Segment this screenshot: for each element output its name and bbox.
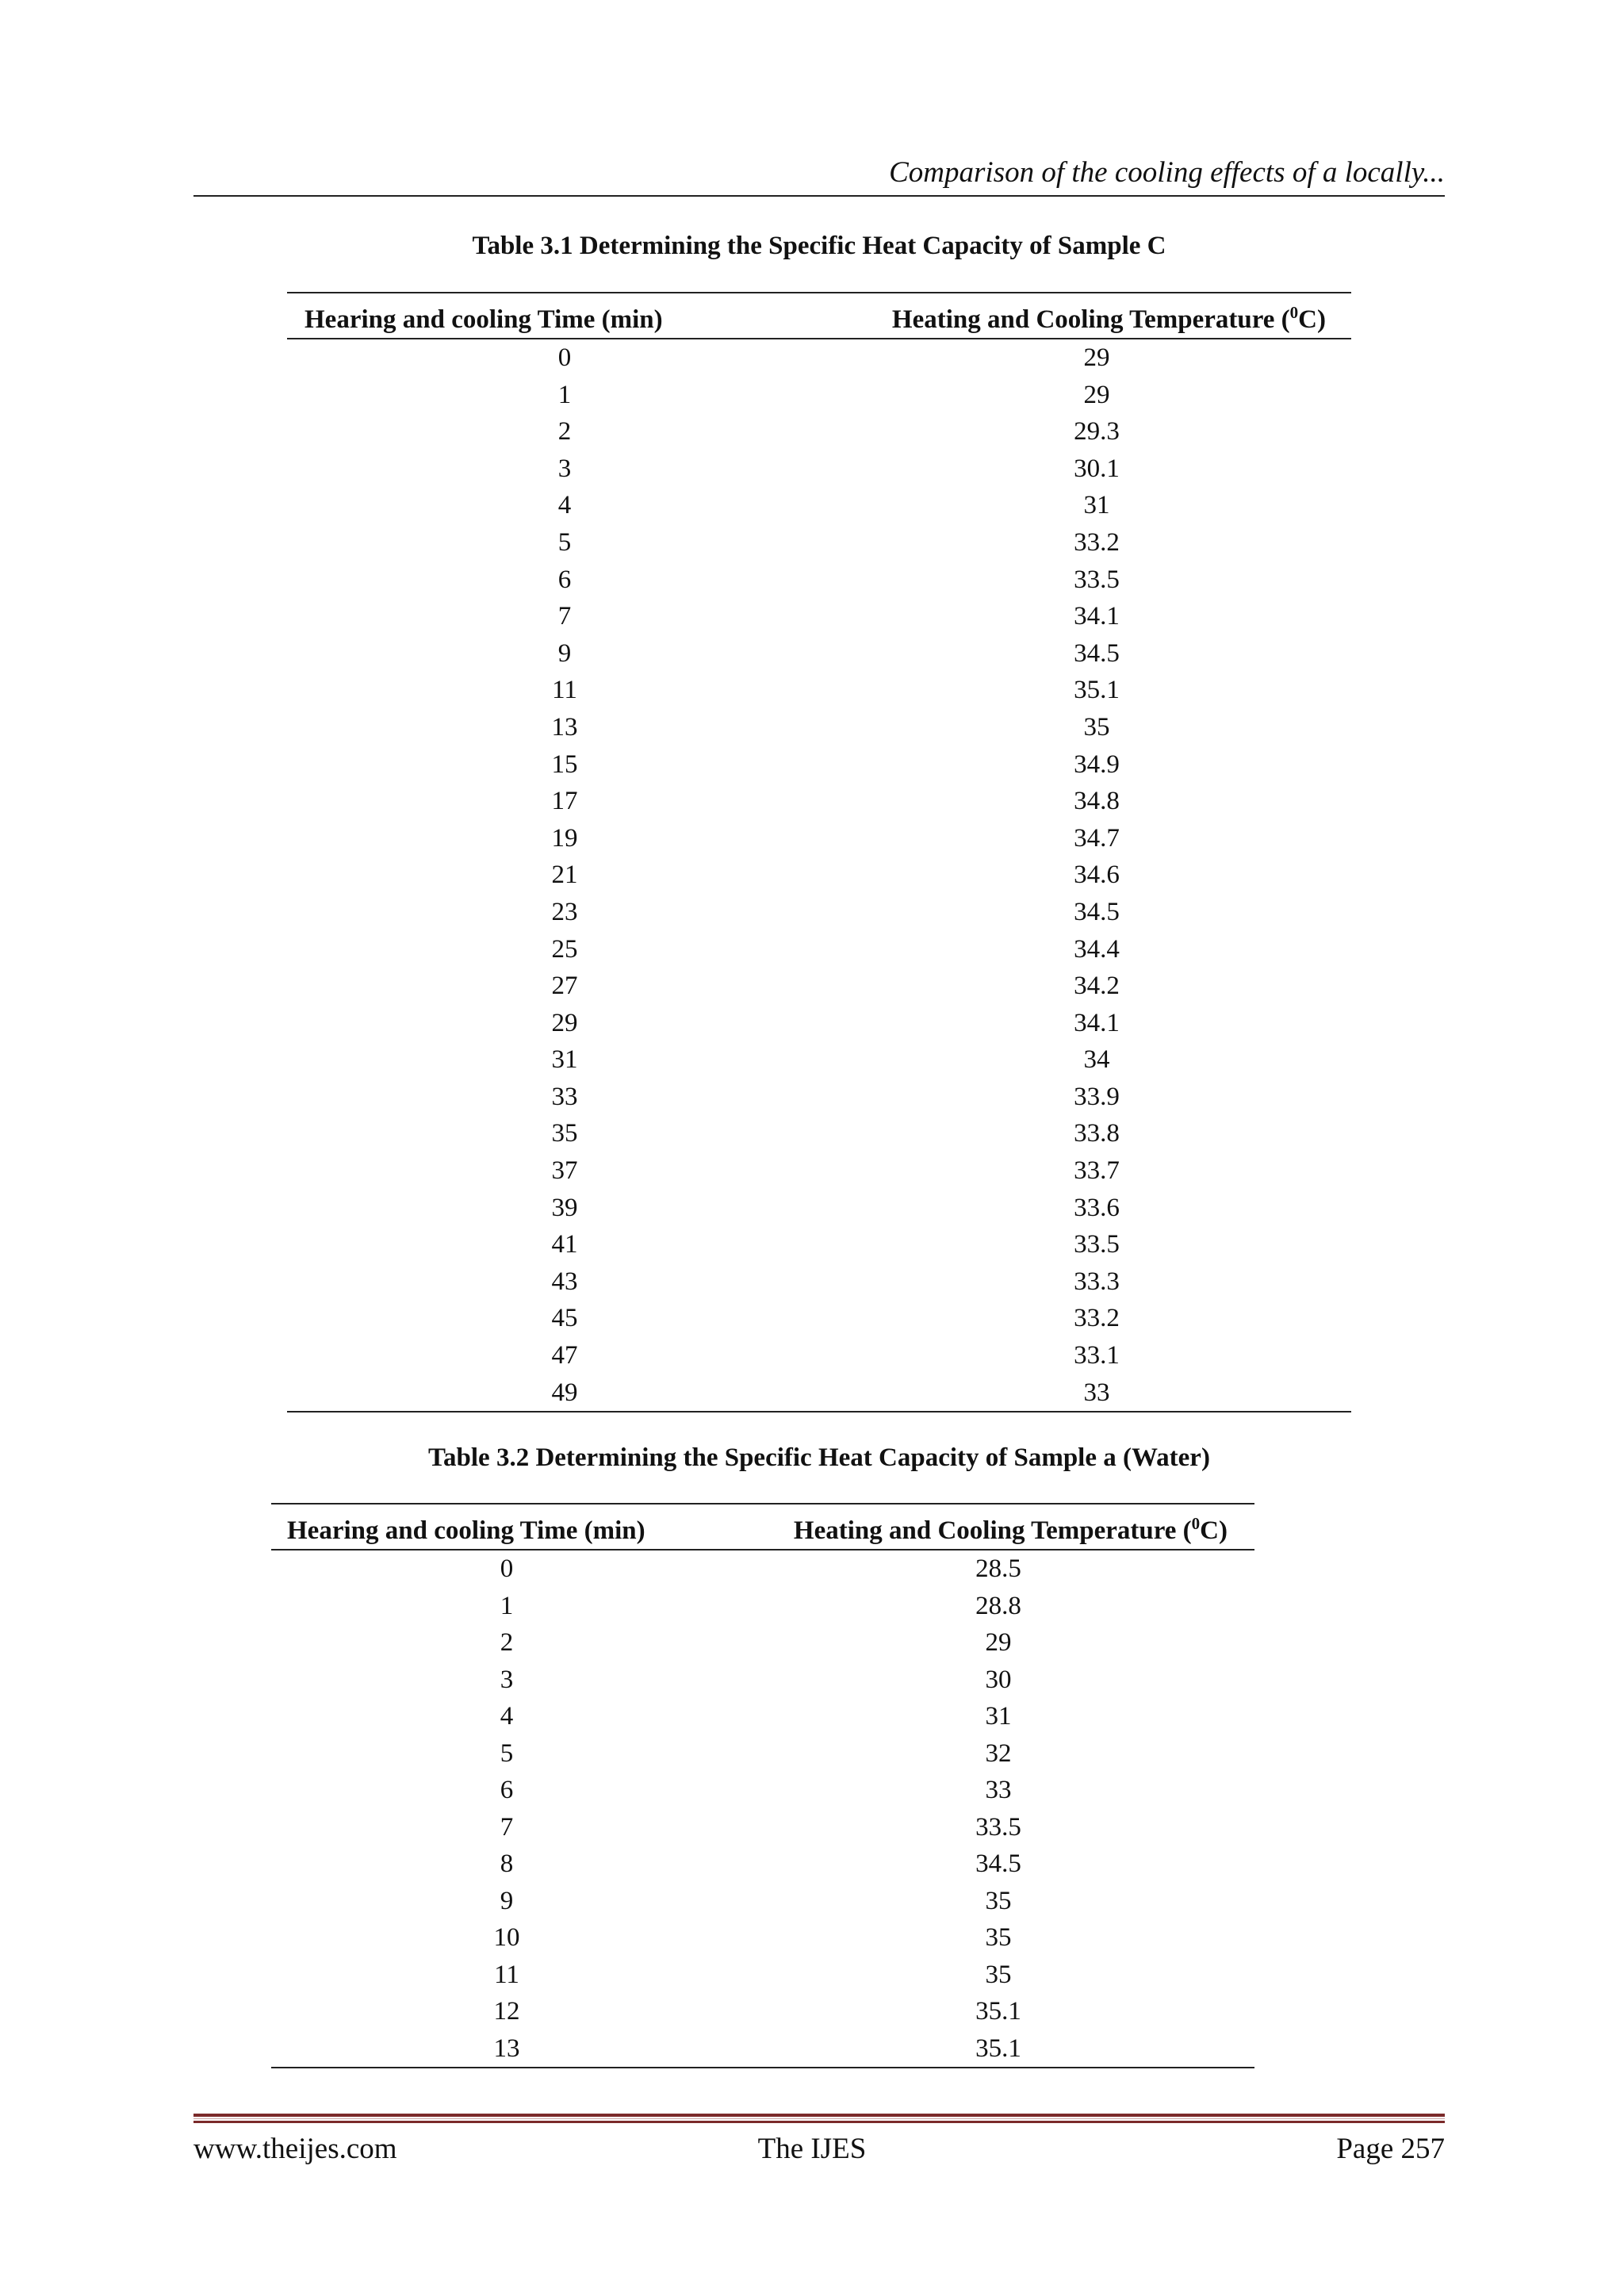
time-cell: 23 xyxy=(551,897,578,926)
table-row xyxy=(271,1735,1254,1773)
time-cell: 8 xyxy=(500,1849,514,1878)
footer-website: www.theijes.com xyxy=(193,2133,397,2165)
temperature-cell: 35 xyxy=(985,1923,1012,1952)
table-row xyxy=(287,339,1351,377)
time-cell: 5 xyxy=(500,1738,514,1768)
temperature-cell: 33.1 xyxy=(1074,1341,1120,1370)
time-cell: 29 xyxy=(551,1008,578,1037)
table-row xyxy=(287,968,1351,1005)
table-row xyxy=(287,931,1351,968)
table-row xyxy=(287,746,1351,784)
table-row xyxy=(271,1957,1254,1994)
running-title: Comparison of the cooling effects of a locally... xyxy=(889,156,1445,189)
table-header-row xyxy=(287,293,1351,339)
table-row xyxy=(287,857,1351,894)
temperature-cell: 33.9 xyxy=(1074,1082,1120,1111)
time-cell: 17 xyxy=(551,787,578,816)
table-row xyxy=(287,598,1351,635)
time-cell: 6 xyxy=(557,565,572,594)
table-row xyxy=(271,1588,1254,1625)
table-3-1 xyxy=(287,292,1351,1412)
time-cell: 13 xyxy=(551,712,578,742)
temperature-column-header: Heating and Cooling Temperature ($^0$C) xyxy=(842,293,1351,339)
time-cell: 7 xyxy=(500,1812,514,1842)
temperature-cell: 29 xyxy=(1083,380,1110,409)
time-column-header: Hearing and cooling Time (min) xyxy=(287,293,842,339)
temperature-cell: 32 xyxy=(985,1738,1012,1768)
table-3-2-body xyxy=(271,1550,1254,2068)
table-row xyxy=(287,1226,1351,1263)
temperature-cell: 34.7 xyxy=(1074,823,1120,853)
temperature-cell: 34.1 xyxy=(1074,1008,1120,1037)
temperature-cell: 33.2 xyxy=(1074,1304,1120,1333)
time-cell: 31 xyxy=(551,1045,578,1075)
time-cell: 41 xyxy=(551,1230,578,1259)
temperature-cell: 34.6 xyxy=(1074,861,1120,890)
table-row xyxy=(271,2030,1254,2068)
temperature-cell: 30.1 xyxy=(1074,454,1120,483)
table-3-1-body xyxy=(287,339,1351,1412)
table-row xyxy=(287,709,1351,746)
time-cell: 11 xyxy=(552,676,577,705)
footer-rule xyxy=(193,2114,1445,2123)
temperature-cell: 35 xyxy=(1083,712,1110,742)
table-row xyxy=(287,1337,1351,1374)
table-row xyxy=(287,1152,1351,1190)
temperature-cell: 29 xyxy=(985,1628,1012,1657)
table-3-2 xyxy=(271,1503,1254,2068)
table-row xyxy=(271,1662,1254,1699)
time-cell: 13 xyxy=(493,2033,520,2063)
time-cell: 9 xyxy=(500,1886,514,1915)
time-cell: 39 xyxy=(551,1193,578,1222)
temperature-cell: 35.1 xyxy=(1074,676,1120,705)
table-3-1-title: Table 3.1 Determining the Specific Heat Capacity of Sample C xyxy=(472,232,1166,260)
temperature-cell: 34.1 xyxy=(1074,602,1120,631)
time-cell: 25 xyxy=(551,934,578,964)
temperature-cell: 34.5 xyxy=(1074,897,1120,926)
table-row xyxy=(287,1041,1351,1079)
temperature-cell: 33.2 xyxy=(1074,527,1120,557)
time-cell: 27 xyxy=(551,972,578,1001)
temperature-cell: 28.8 xyxy=(975,1591,1021,1620)
table-row xyxy=(287,783,1351,820)
time-cell: 45 xyxy=(551,1304,578,1333)
time-cell: 21 xyxy=(551,861,578,890)
temperature-cell: 33.8 xyxy=(1074,1119,1120,1148)
footer-page-number: Page 257 xyxy=(1336,2133,1445,2165)
time-cell: 0 xyxy=(500,1554,514,1583)
temperature-cell: 33.5 xyxy=(1074,565,1120,594)
time-cell: 43 xyxy=(551,1267,578,1296)
time-cell: 12 xyxy=(493,1997,520,2026)
temperature-cell: 33.7 xyxy=(1074,1156,1120,1186)
time-cell: 5 xyxy=(557,527,572,557)
time-cell: 47 xyxy=(551,1341,578,1370)
temperature-cell: 33 xyxy=(1083,1378,1110,1407)
temperature-cell: 31 xyxy=(1083,491,1110,520)
footer-journal: The IJES xyxy=(757,2133,867,2165)
temperature-cell: 35.1 xyxy=(975,2033,1021,2063)
table-row xyxy=(271,1993,1254,2030)
table-row xyxy=(287,450,1351,488)
temperature-cell: 34 xyxy=(1083,1045,1110,1075)
table-row xyxy=(287,1300,1351,1337)
time-cell: 11 xyxy=(494,1960,519,1989)
time-cell: 15 xyxy=(551,749,578,779)
table-row xyxy=(271,1846,1254,1883)
temperature-column-header: Heating and Cooling Temperature ($^0$C) xyxy=(742,1504,1254,1550)
table-row xyxy=(287,1374,1351,1412)
table-row xyxy=(287,524,1351,562)
table-row xyxy=(287,1005,1351,1042)
table-row xyxy=(287,672,1351,709)
running-header xyxy=(193,151,1445,197)
temperature-cell: 33.6 xyxy=(1074,1193,1120,1222)
table-row xyxy=(287,1115,1351,1152)
table-row xyxy=(271,1809,1254,1846)
table-row xyxy=(287,1079,1351,1116)
time-cell: 3 xyxy=(557,454,572,483)
table-row xyxy=(271,1772,1254,1809)
time-cell: 4 xyxy=(557,491,572,520)
table-row xyxy=(271,1550,1254,1588)
table-row xyxy=(271,1698,1254,1735)
temperature-cell: 34.2 xyxy=(1074,972,1120,1001)
temperature-cell: 35 xyxy=(985,1886,1012,1915)
time-cell: 4 xyxy=(500,1702,514,1731)
temperature-cell: 28.5 xyxy=(975,1554,1021,1583)
temperature-cell: 34.5 xyxy=(975,1849,1021,1878)
table-row xyxy=(287,413,1351,450)
table-row xyxy=(287,635,1351,673)
table-row xyxy=(287,562,1351,599)
time-cell: 7 xyxy=(557,602,572,631)
time-cell: 9 xyxy=(557,638,572,668)
table-header-row xyxy=(271,1504,1254,1550)
time-cell: 35 xyxy=(551,1119,578,1148)
table-row xyxy=(287,820,1351,857)
temperature-cell: 29 xyxy=(1083,343,1110,372)
time-cell: 6 xyxy=(500,1776,514,1804)
temperature-cell: 34.4 xyxy=(1074,934,1120,964)
table-row xyxy=(271,1883,1254,1920)
time-cell: 1 xyxy=(557,380,572,409)
table-row xyxy=(271,1919,1254,1957)
time-cell: 2 xyxy=(557,417,572,447)
temperature-cell: 35.1 xyxy=(975,1997,1021,2026)
temperature-cell: 33.5 xyxy=(1074,1230,1120,1259)
time-cell: 2 xyxy=(500,1628,514,1657)
time-cell: 1 xyxy=(500,1591,514,1620)
time-cell: 33 xyxy=(551,1082,578,1111)
time-cell: 3 xyxy=(500,1665,514,1694)
table-row xyxy=(271,1624,1254,1662)
time-cell: 10 xyxy=(493,1923,520,1952)
temperature-cell: 34.5 xyxy=(1074,638,1120,668)
table-3-2-title: Table 3.2 Determining the Specific Heat Capacity of Sample a (Water) xyxy=(428,1443,1210,1472)
time-cell: 49 xyxy=(551,1378,578,1407)
table-row xyxy=(287,1263,1351,1301)
temperature-cell: 35 xyxy=(985,1960,1012,1989)
time-cell: 37 xyxy=(551,1156,578,1186)
time-column-header: Hearing and cooling Time (min) xyxy=(271,1504,742,1550)
temperature-cell: 30 xyxy=(985,1665,1012,1694)
temperature-cell: 33 xyxy=(985,1776,1012,1804)
table-row xyxy=(287,894,1351,931)
table-row xyxy=(287,1190,1351,1227)
temperature-cell: 33.3 xyxy=(1074,1267,1120,1296)
time-cell: 19 xyxy=(551,823,578,853)
temperature-cell: 31 xyxy=(985,1702,1012,1731)
temperature-cell: 34.8 xyxy=(1074,787,1120,816)
temperature-cell: 29.3 xyxy=(1074,417,1120,447)
time-cell: 0 xyxy=(557,343,572,372)
table-row xyxy=(287,487,1351,524)
table-row xyxy=(287,377,1351,414)
temperature-cell: 34.9 xyxy=(1074,749,1120,779)
temperature-cell: 33.5 xyxy=(975,1812,1021,1842)
